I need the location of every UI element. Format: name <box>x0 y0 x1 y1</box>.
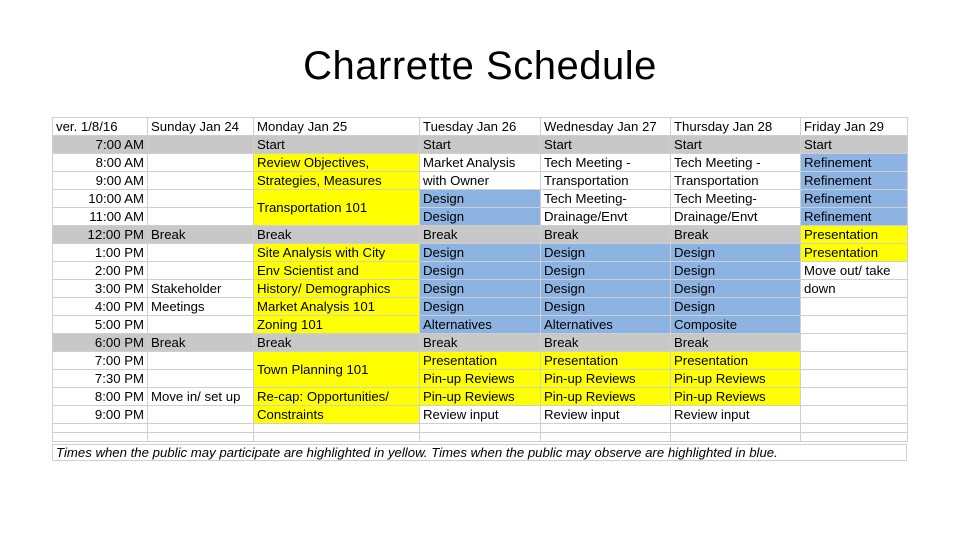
cell: Market Analysis 101 <box>254 298 420 316</box>
cell <box>420 424 541 433</box>
day-header: Tuesday Jan 26 <box>420 118 541 136</box>
time-cell: 7:30 PM <box>53 370 148 388</box>
cell <box>148 172 254 190</box>
cell: Tech Meeting- <box>671 190 801 208</box>
cell: Re-cap: Opportunities/ <box>254 388 420 406</box>
cell: Meetings <box>148 298 254 316</box>
table-row <box>53 190 908 208</box>
cell: Drainage/Envt <box>671 208 801 226</box>
cell <box>148 352 254 370</box>
cell: Stakeholder <box>148 280 254 298</box>
day-header: Monday Jan 25 <box>254 118 420 136</box>
cell: Tech Meeting - <box>671 154 801 172</box>
cell <box>148 244 254 262</box>
cell: Start <box>420 136 541 154</box>
cell: Break <box>254 334 420 352</box>
cell: Site Analysis with City <box>254 244 420 262</box>
cell: Design <box>420 208 541 226</box>
cell: Town Planning 101 <box>254 352 420 388</box>
time-cell: 11:00 AM <box>53 208 148 226</box>
cell: Pin-up Reviews <box>541 388 671 406</box>
table-row <box>53 226 908 244</box>
cell: Presentation <box>541 352 671 370</box>
cell: Break <box>541 226 671 244</box>
schedule-sheet <box>52 117 908 442</box>
cell <box>420 433 541 442</box>
cell <box>541 424 671 433</box>
cell: Design <box>541 244 671 262</box>
cell: Design <box>671 280 801 298</box>
cell <box>148 190 254 208</box>
cell <box>801 334 908 352</box>
cell <box>801 388 908 406</box>
table-row <box>53 352 908 370</box>
cell <box>148 406 254 424</box>
day-header: Sunday Jan 24 <box>148 118 254 136</box>
table-row <box>53 244 908 262</box>
table-row <box>53 388 908 406</box>
time-cell: 2:00 PM <box>53 262 148 280</box>
cell: History/ Demographics <box>254 280 420 298</box>
cell: Presentation <box>801 244 908 262</box>
time-cell: 7:00 AM <box>53 136 148 154</box>
cell <box>671 424 801 433</box>
cell <box>148 154 254 172</box>
cell: Break <box>671 226 801 244</box>
cell: Pin-up Reviews <box>671 388 801 406</box>
cell: Presentation <box>801 226 908 244</box>
cell <box>801 352 908 370</box>
cell: Design <box>420 262 541 280</box>
time-cell: 3:00 PM <box>53 280 148 298</box>
cell: Refinement <box>801 172 908 190</box>
slide-title: Charrette Schedule <box>303 44 657 88</box>
cell: Refinement <box>801 190 908 208</box>
table-row <box>53 262 908 280</box>
cell: Strategies, Measures <box>254 172 420 190</box>
cell: Break <box>420 334 541 352</box>
time-cell: 9:00 PM <box>53 406 148 424</box>
cell: Break <box>541 334 671 352</box>
cell: Break <box>420 226 541 244</box>
cell: Design <box>420 298 541 316</box>
schedule-table <box>52 117 908 442</box>
table-row <box>53 406 908 424</box>
cell: Alternatives <box>420 316 541 334</box>
time-cell: 8:00 PM <box>53 388 148 406</box>
version-label: ver. 1/8/16 <box>53 118 148 136</box>
table-row <box>53 298 908 316</box>
cell: Move out/ take <box>801 262 908 280</box>
cell: Start <box>541 136 671 154</box>
day-header: Friday Jan 29 <box>801 118 908 136</box>
time-cell: 6:00 PM <box>53 334 148 352</box>
table-row <box>53 424 908 433</box>
cell <box>148 433 254 442</box>
table-row <box>53 433 908 442</box>
cell: Env Scientist and <box>254 262 420 280</box>
cell: Transportation <box>541 172 671 190</box>
cell <box>671 433 801 442</box>
header-row <box>53 118 908 136</box>
cell: Design <box>541 280 671 298</box>
cell: Transportation 101 <box>254 190 420 226</box>
cell: Presentation <box>420 352 541 370</box>
cell: Design <box>671 298 801 316</box>
cell: Alternatives <box>541 316 671 334</box>
cell: Break <box>671 334 801 352</box>
cell: Constraints <box>254 406 420 424</box>
cell <box>801 424 908 433</box>
time-cell: 12:00 PM <box>53 226 148 244</box>
table-row <box>53 208 908 226</box>
cell: Review input <box>671 406 801 424</box>
time-cell: 4:00 PM <box>53 298 148 316</box>
cell: Design <box>541 262 671 280</box>
cell: Market Analysis <box>420 154 541 172</box>
cell: Start <box>801 136 908 154</box>
table-row <box>53 370 908 388</box>
time-cell: 10:00 AM <box>53 190 148 208</box>
table-row <box>53 316 908 334</box>
table-row <box>53 280 908 298</box>
time-cell: 9:00 AM <box>53 172 148 190</box>
time-cell: 5:00 PM <box>53 316 148 334</box>
cell: with Owner <box>420 172 541 190</box>
cell: Drainage/Envt <box>541 208 671 226</box>
cell: Design <box>420 244 541 262</box>
cell <box>801 433 908 442</box>
cell <box>801 298 908 316</box>
cell <box>254 433 420 442</box>
cell <box>148 424 254 433</box>
cell: Start <box>671 136 801 154</box>
cell: Pin-up Reviews <box>420 370 541 388</box>
cell: Refinement <box>801 208 908 226</box>
cell <box>53 433 148 442</box>
cell: Pin-up Reviews <box>420 388 541 406</box>
cell: Break <box>254 226 420 244</box>
cell: Design <box>671 244 801 262</box>
legend-footnote: Times when the public may participate are highlighted in yellow. Times when the public may observe are highlighted in blue. <box>52 444 907 461</box>
cell: Design <box>420 280 541 298</box>
cell <box>254 424 420 433</box>
cell <box>148 370 254 388</box>
table-row <box>53 154 908 172</box>
cell: Presentation <box>671 352 801 370</box>
cell: Tech Meeting- <box>541 190 671 208</box>
cell: Refinement <box>801 154 908 172</box>
cell: Design <box>671 262 801 280</box>
cell <box>148 316 254 334</box>
cell <box>801 406 908 424</box>
cell <box>801 316 908 334</box>
day-header: Wednesday Jan 27 <box>541 118 671 136</box>
cell <box>148 262 254 280</box>
table-row <box>53 136 908 154</box>
day-header: Thursday Jan 28 <box>671 118 801 136</box>
cell <box>148 208 254 226</box>
cell: Design <box>541 298 671 316</box>
time-cell: 7:00 PM <box>53 352 148 370</box>
cell: Start <box>254 136 420 154</box>
time-cell: 1:00 PM <box>53 244 148 262</box>
cell: Pin-up Reviews <box>541 370 671 388</box>
cell: down <box>801 280 908 298</box>
cell: Composite <box>671 316 801 334</box>
cell: Review Objectives, <box>254 154 420 172</box>
cell: Design <box>420 190 541 208</box>
cell <box>148 136 254 154</box>
cell: Break <box>148 334 254 352</box>
cell: Pin-up Reviews <box>671 370 801 388</box>
cell <box>541 433 671 442</box>
cell: Review input <box>420 406 541 424</box>
cell: Tech Meeting - <box>541 154 671 172</box>
cell: Review input <box>541 406 671 424</box>
cell <box>801 370 908 388</box>
cell: Move in/ set up <box>148 388 254 406</box>
table-row <box>53 172 908 190</box>
cell: Break <box>148 226 254 244</box>
table-row <box>53 334 908 352</box>
time-cell: 8:00 AM <box>53 154 148 172</box>
cell: Zoning 101 <box>254 316 420 334</box>
cell: Transportation <box>671 172 801 190</box>
cell <box>53 424 148 433</box>
